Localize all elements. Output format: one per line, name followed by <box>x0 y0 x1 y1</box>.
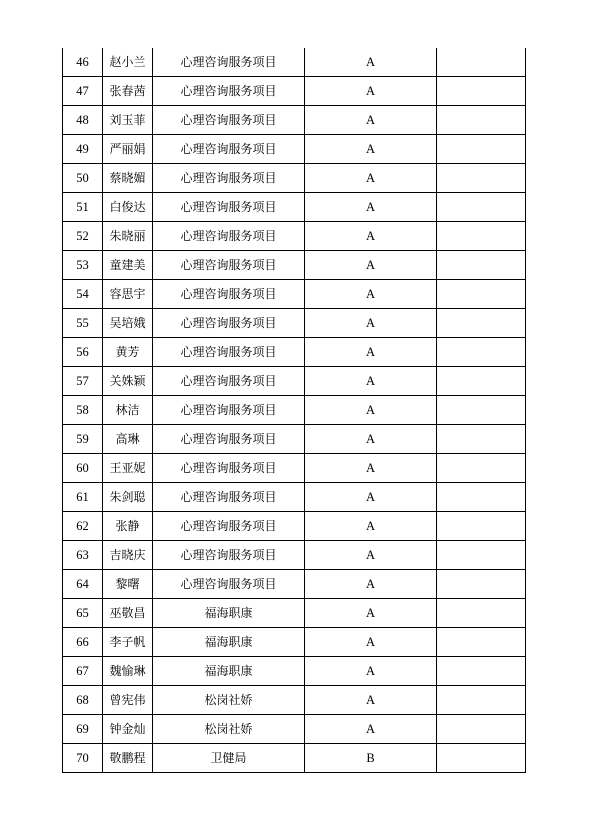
row-number-cell: 57 <box>63 367 103 396</box>
grade-cell: A <box>305 396 437 425</box>
row-number-cell: 60 <box>63 454 103 483</box>
remark-cell <box>437 541 526 570</box>
row-number-cell: 59 <box>63 425 103 454</box>
row-number-cell: 47 <box>63 77 103 106</box>
grade-cell: A <box>305 628 437 657</box>
project-cell: 心理咨询服务项目 <box>153 454 305 483</box>
remark-cell <box>437 425 526 454</box>
remark-cell <box>437 48 526 77</box>
name-cell: 高琳 <box>103 425 153 454</box>
remark-cell <box>437 570 526 599</box>
table-row <box>63 628 526 657</box>
grade-cell: A <box>305 599 437 628</box>
name-cell: 曾宪伟 <box>103 686 153 715</box>
project-cell: 卫健局 <box>153 744 305 773</box>
project-cell: 心理咨询服务项目 <box>153 483 305 512</box>
project-cell: 心理咨询服务项目 <box>153 193 305 222</box>
project-cell: 心理咨询服务项目 <box>153 48 305 77</box>
project-cell: 心理咨询服务项目 <box>153 106 305 135</box>
grade-cell: A <box>305 48 437 77</box>
name-cell: 吉晓庆 <box>103 541 153 570</box>
table-row <box>63 48 526 77</box>
remark-cell <box>437 135 526 164</box>
name-cell: 容思宇 <box>103 280 153 309</box>
grade-cell: A <box>305 541 437 570</box>
project-cell: 心理咨询服务项目 <box>153 425 305 454</box>
row-number-cell: 56 <box>63 338 103 367</box>
table-row <box>63 483 526 512</box>
remark-cell <box>437 164 526 193</box>
project-cell: 心理咨询服务项目 <box>153 222 305 251</box>
grade-cell: A <box>305 686 437 715</box>
project-cell: 心理咨询服务项目 <box>153 77 305 106</box>
name-cell: 敬鹏程 <box>103 744 153 773</box>
row-number-cell: 64 <box>63 570 103 599</box>
name-cell: 林洁 <box>103 396 153 425</box>
project-cell: 心理咨询服务项目 <box>153 309 305 338</box>
results-table <box>62 48 526 773</box>
name-cell: 关姝颖 <box>103 367 153 396</box>
row-number-cell: 55 <box>63 309 103 338</box>
grade-cell: A <box>305 367 437 396</box>
name-cell: 童建美 <box>103 251 153 280</box>
remark-cell <box>437 309 526 338</box>
grade-cell: A <box>305 135 437 164</box>
grade-cell: A <box>305 454 437 483</box>
row-number-cell: 50 <box>63 164 103 193</box>
remark-cell <box>437 744 526 773</box>
remark-cell <box>437 396 526 425</box>
name-cell: 朱晓丽 <box>103 222 153 251</box>
remark-cell <box>437 454 526 483</box>
remark-cell <box>437 628 526 657</box>
row-number-cell: 66 <box>63 628 103 657</box>
name-cell: 蔡晓媚 <box>103 164 153 193</box>
table-row <box>63 512 526 541</box>
remark-cell <box>437 483 526 512</box>
grade-cell: A <box>305 251 437 280</box>
name-cell: 吴培娥 <box>103 309 153 338</box>
name-cell: 钟金灿 <box>103 715 153 744</box>
remark-cell <box>437 686 526 715</box>
name-cell: 黄芳 <box>103 338 153 367</box>
grade-cell: A <box>305 280 437 309</box>
name-cell: 张春茜 <box>103 77 153 106</box>
table-row <box>63 425 526 454</box>
row-number-cell: 53 <box>63 251 103 280</box>
project-cell: 心理咨询服务项目 <box>153 164 305 193</box>
table-row <box>63 367 526 396</box>
project-cell: 福海职康 <box>153 657 305 686</box>
name-cell: 刘玉菲 <box>103 106 153 135</box>
project-cell: 松岗社娇 <box>153 715 305 744</box>
remark-cell <box>437 222 526 251</box>
name-cell: 魏愉琳 <box>103 657 153 686</box>
row-number-cell: 46 <box>63 48 103 77</box>
grade-cell: A <box>305 338 437 367</box>
row-number-cell: 68 <box>63 686 103 715</box>
grade-cell: A <box>305 512 437 541</box>
grade-cell: A <box>305 77 437 106</box>
table-row <box>63 454 526 483</box>
row-number-cell: 67 <box>63 657 103 686</box>
row-number-cell: 49 <box>63 135 103 164</box>
project-cell: 心理咨询服务项目 <box>153 135 305 164</box>
name-cell: 白俊达 <box>103 193 153 222</box>
table-row <box>63 715 526 744</box>
row-number-cell: 63 <box>63 541 103 570</box>
remark-cell <box>437 367 526 396</box>
table-row <box>63 396 526 425</box>
grade-cell: A <box>305 570 437 599</box>
remark-cell <box>437 338 526 367</box>
project-cell: 松岗社娇 <box>153 686 305 715</box>
row-number-cell: 62 <box>63 512 103 541</box>
grade-cell: A <box>305 222 437 251</box>
table-row <box>63 222 526 251</box>
grade-cell: B <box>305 744 437 773</box>
grade-cell: A <box>305 483 437 512</box>
name-cell: 王亚妮 <box>103 454 153 483</box>
table-row <box>63 193 526 222</box>
remark-cell <box>437 77 526 106</box>
project-cell: 心理咨询服务项目 <box>153 367 305 396</box>
row-number-cell: 65 <box>63 599 103 628</box>
remark-cell <box>437 280 526 309</box>
table-row <box>63 106 526 135</box>
table-row <box>63 309 526 338</box>
row-number-cell: 52 <box>63 222 103 251</box>
project-cell: 心理咨询服务项目 <box>153 251 305 280</box>
grade-cell: A <box>305 715 437 744</box>
table-body <box>63 48 526 773</box>
table-row <box>63 657 526 686</box>
table-row <box>63 541 526 570</box>
name-cell: 巫敬昌 <box>103 599 153 628</box>
name-cell: 严丽娟 <box>103 135 153 164</box>
name-cell: 黎曙 <box>103 570 153 599</box>
project-cell: 心理咨询服务项目 <box>153 338 305 367</box>
name-cell: 赵小兰 <box>103 48 153 77</box>
remark-cell <box>437 512 526 541</box>
row-number-cell: 51 <box>63 193 103 222</box>
grade-cell: A <box>305 106 437 135</box>
remark-cell <box>437 193 526 222</box>
table-row <box>63 280 526 309</box>
grade-cell: A <box>305 425 437 454</box>
grade-cell: A <box>305 164 437 193</box>
row-number-cell: 69 <box>63 715 103 744</box>
project-cell: 心理咨询服务项目 <box>153 512 305 541</box>
name-cell: 张静 <box>103 512 153 541</box>
remark-cell <box>437 251 526 280</box>
row-number-cell: 70 <box>63 744 103 773</box>
grade-cell: A <box>305 309 437 338</box>
remark-cell <box>437 106 526 135</box>
name-cell: 李子帆 <box>103 628 153 657</box>
project-cell: 心理咨询服务项目 <box>153 570 305 599</box>
table-row <box>63 135 526 164</box>
grade-cell: A <box>305 193 437 222</box>
project-cell: 心理咨询服务项目 <box>153 280 305 309</box>
table-row <box>63 164 526 193</box>
table-row <box>63 686 526 715</box>
table-row <box>63 744 526 773</box>
remark-cell <box>437 657 526 686</box>
grade-cell: A <box>305 657 437 686</box>
remark-cell <box>437 599 526 628</box>
row-number-cell: 58 <box>63 396 103 425</box>
table-row <box>63 570 526 599</box>
row-number-cell: 48 <box>63 106 103 135</box>
row-number-cell: 61 <box>63 483 103 512</box>
table-row <box>63 338 526 367</box>
project-cell: 福海职康 <box>153 599 305 628</box>
project-cell: 福海职康 <box>153 628 305 657</box>
table-row <box>63 251 526 280</box>
table-row <box>63 599 526 628</box>
table-row <box>63 77 526 106</box>
project-cell: 心理咨询服务项目 <box>153 541 305 570</box>
project-cell: 心理咨询服务项目 <box>153 396 305 425</box>
remark-cell <box>437 715 526 744</box>
row-number-cell: 54 <box>63 280 103 309</box>
name-cell: 朱剑聪 <box>103 483 153 512</box>
